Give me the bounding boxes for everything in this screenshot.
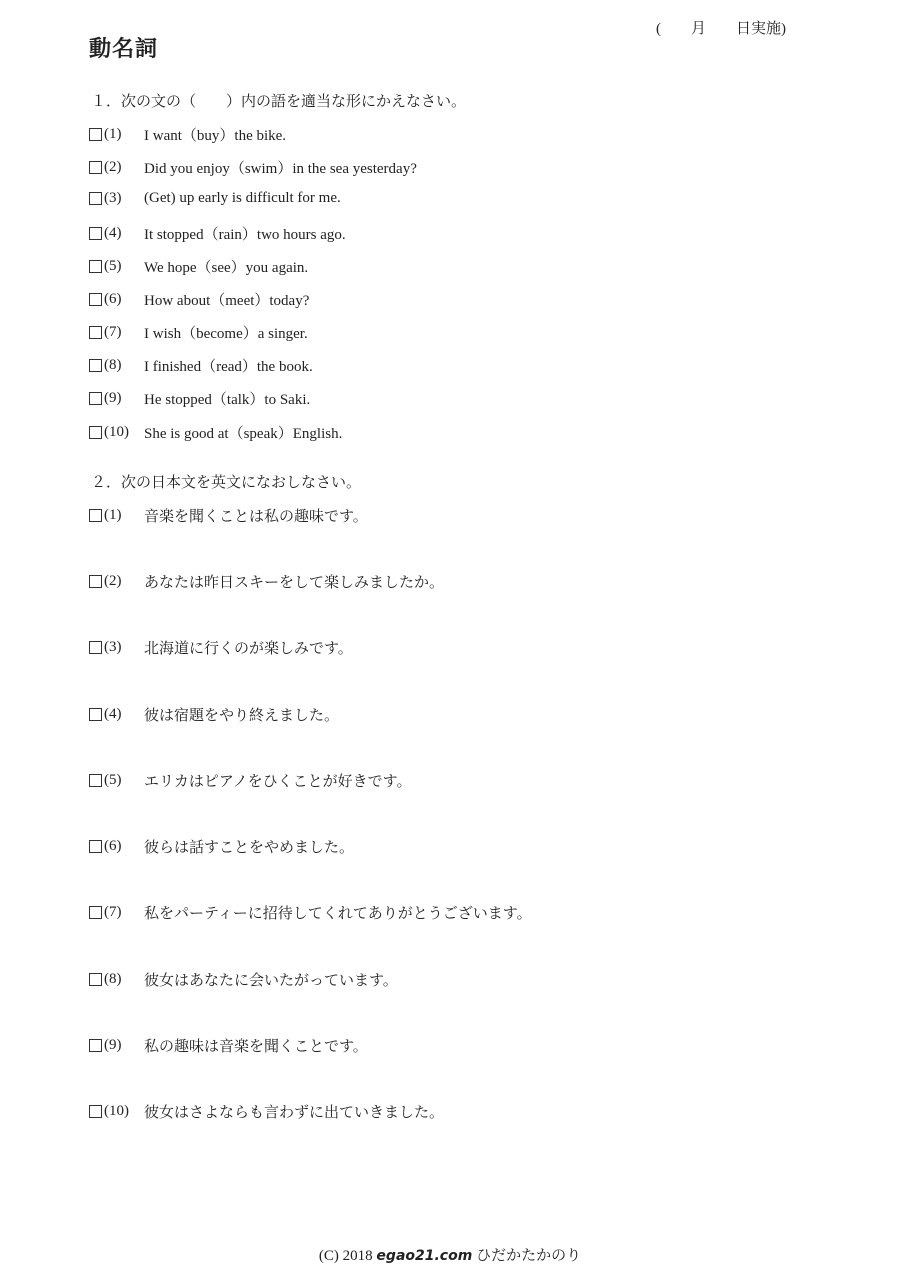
site-name: egao21.com	[376, 1248, 473, 1264]
checkbox[interactable]	[89, 359, 102, 372]
checkbox[interactable]	[89, 227, 102, 240]
footer-credit	[0, 1244, 900, 1265]
checkbox[interactable]	[89, 426, 102, 439]
section1-item: (1) I want（buy）the bike.	[89, 124, 286, 145]
checkbox[interactable]	[89, 326, 102, 339]
section2-item: (1) 音楽を聞くことは私の趣味です。	[89, 505, 368, 526]
checkbox[interactable]	[89, 260, 102, 273]
checkbox[interactable]	[89, 641, 102, 654]
copyright-prefix: (C) 2018	[318, 1248, 377, 1264]
author-name: ひだかたかのり	[472, 1248, 582, 1264]
checkbox[interactable]	[89, 973, 102, 986]
checkbox[interactable]	[89, 192, 102, 205]
section1-heading: １．次の文の（ ）内の語を適当な形にかえなさい。	[91, 94, 467, 110]
section1-item: (7) I wish（become）a singer.	[89, 322, 308, 343]
section1-item: (8) I finished（read）the book.	[89, 355, 313, 376]
checkbox[interactable]	[89, 708, 102, 721]
section2-item: (8) 彼女はあなたに会いたがっています。	[89, 969, 398, 990]
checkbox[interactable]	[89, 161, 102, 174]
section2-item: (5) エリカはピアノをひくことが好きです。	[89, 770, 411, 791]
section2-item: (7) 私をパーティーに招待してくれてありがとうございます。	[89, 902, 532, 923]
section1-item: (9) He stopped（talk）to Saki.	[89, 388, 310, 409]
section2-item: (3) 北海道に行くのが楽しみです。	[89, 637, 353, 658]
section2-heading: ２．次の日本文を英文になおしなさい。	[91, 475, 362, 491]
checkbox[interactable]	[89, 840, 102, 853]
checkbox[interactable]	[89, 1039, 102, 1052]
section2-item: (4) 彼は宿題をやり終えました。	[89, 704, 339, 725]
checkbox[interactable]	[89, 509, 102, 522]
section1-item: (10) She is good at（speak）English.	[89, 422, 342, 443]
checkbox[interactable]	[89, 1105, 102, 1118]
section1-item: (4) It stopped（rain）two hours ago.	[89, 223, 346, 244]
section1-item: (3) (Get) up early is difficult for me.	[89, 190, 341, 207]
section1-item: (5) We hope（see）you again.	[89, 256, 308, 277]
checkbox[interactable]	[89, 906, 102, 919]
section1-item: (6) How about（meet）today?	[89, 289, 309, 310]
checkbox[interactable]	[89, 392, 102, 405]
checkbox[interactable]	[89, 774, 102, 787]
checkbox[interactable]	[89, 575, 102, 588]
section2-item: (10) 彼女はさよならも言わずに出ていきました。	[89, 1101, 444, 1122]
section2-item: (6) 彼らは話すことをやめました。	[89, 836, 354, 857]
section2-item: (2) あなたは昨日スキーをして楽しみましたか。	[89, 571, 444, 592]
page-title: 動名詞	[89, 37, 159, 62]
section2-item: (9) 私の趣味は音楽を聞くことです。	[89, 1035, 368, 1056]
section1-item: (2) Did you enjoy（swim）in the sea yesterday?	[89, 157, 417, 178]
checkbox[interactable]	[89, 293, 102, 306]
date-line: ( 月 日実施)	[656, 21, 786, 37]
checkbox[interactable]	[89, 128, 102, 141]
